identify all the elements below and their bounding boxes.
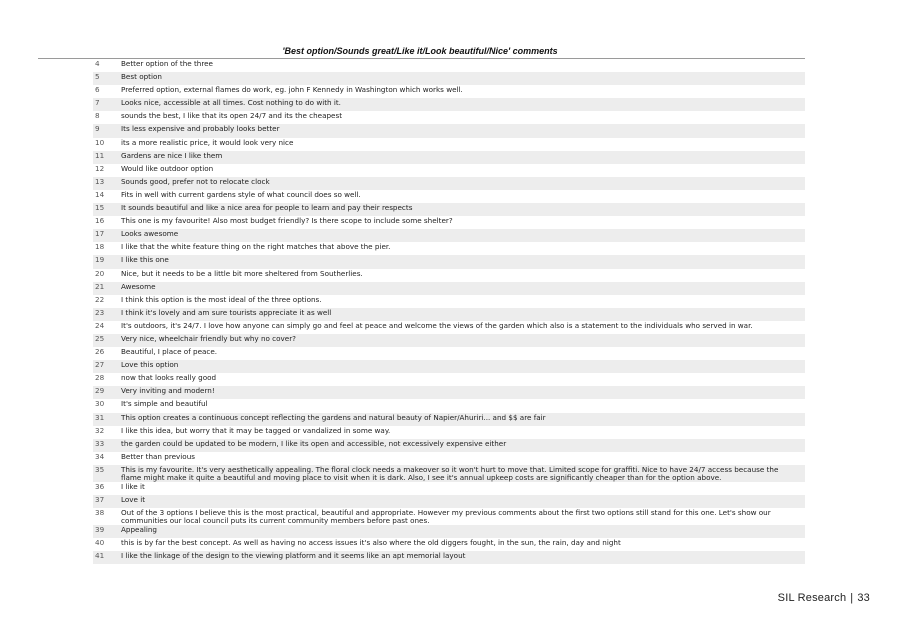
- comment-text: Its less expensive and probably looks better: [121, 124, 280, 134]
- row-number: 35: [95, 464, 105, 474]
- table-row: [93, 426, 805, 439]
- table-row: [93, 85, 805, 98]
- comment-text: sounds the best, I like that its open 24/7 and its the cheapest: [121, 111, 343, 121]
- row-number: 19: [95, 255, 105, 265]
- table-row: [93, 439, 805, 452]
- row-number: 25: [95, 333, 105, 343]
- table-row: [93, 269, 805, 282]
- table-row: [93, 525, 805, 538]
- table-row: [93, 347, 805, 360]
- row-number: 24: [95, 320, 105, 330]
- row-number: 11: [95, 150, 105, 160]
- row-number: 37: [95, 495, 105, 504]
- row-number: 32: [95, 425, 105, 435]
- table-row: [93, 203, 805, 216]
- footer-separator: |: [850, 592, 854, 604]
- table-row: [93, 360, 805, 373]
- comment-text: Very nice, wheelchair friendly but why no cover?: [121, 333, 296, 343]
- comment-text: Out of the 3 options I believe this is the most practical, beautiful and appropriate. However my previous comments about the first two options still stand for this one. Let's show our communities our local council puts its current community members before past ones.: [121, 508, 771, 526]
- comment-text: Sounds good, prefer not to relocate clock: [121, 176, 270, 186]
- comment-text: Best option: [121, 72, 162, 82]
- footer-organization: SIL Research: [777, 592, 847, 604]
- table-row: [93, 216, 805, 229]
- row-number: 26: [95, 347, 105, 357]
- row-number: 10: [95, 137, 105, 147]
- row-number: 12: [95, 163, 105, 173]
- table-row: [93, 255, 805, 268]
- table-title: 'Best option/Sounds great/Like it/Look beautiful/Nice' comments: [282, 46, 558, 56]
- row-number: 29: [95, 386, 105, 396]
- table-row: [93, 164, 805, 177]
- comment-text: I think this option is the most ideal of the three options.: [121, 294, 322, 304]
- comment-text: Looks awesome: [121, 229, 179, 239]
- row-number: 21: [95, 281, 105, 291]
- table-row: [93, 282, 805, 295]
- row-number: 38: [95, 508, 105, 518]
- row-number: 34: [95, 451, 105, 461]
- row-number: 13: [95, 176, 105, 186]
- row-number: 41: [95, 551, 105, 561]
- table-row: [93, 151, 805, 164]
- comment-text: Better than previous: [121, 451, 195, 461]
- row-number: 18: [95, 242, 105, 252]
- comment-text: Nice, but it needs to be a little bit more sheltered from Southerlies.: [121, 268, 363, 278]
- table-row: [93, 373, 805, 386]
- table-row: [93, 482, 805, 495]
- table-row: [93, 321, 805, 334]
- comment-text: I like this idea, but worry that it may be tagged or vandalized in some way.: [121, 425, 391, 435]
- row-number: 5: [95, 72, 100, 82]
- table-row: [93, 452, 805, 465]
- table-row: [93, 295, 805, 308]
- comment-text: Gardens are nice I like them: [121, 150, 223, 160]
- row-number: 30: [95, 399, 105, 409]
- table-row: [93, 495, 805, 508]
- comment-text: It's simple and beautiful: [121, 399, 208, 409]
- comment-text: Would like outdoor option: [121, 163, 214, 173]
- table-row: [93, 72, 805, 85]
- table-row: [93, 98, 805, 111]
- comment-text: its a more realistic price, it would look very nice: [121, 137, 294, 147]
- comment-text: This is my favourite. It's very aesthetically appealing. The floral clock needs a makeover so it won't hurt to move that. Limited scope for graffiti. Nice to have 24/7 access because the flame might make it quite a beautiful and moving place to visit when it is dark. Also, I see it's annual upkeep costs are significantly cheaper than for the option above.: [121, 464, 779, 482]
- row-number: 27: [95, 360, 105, 370]
- table-row: [93, 59, 805, 72]
- row-number: 39: [95, 525, 105, 535]
- comment-text: I like that the white feature thing on the right matches that above the pier.: [121, 242, 391, 252]
- page-footer: [778, 592, 870, 604]
- row-number: 28: [95, 373, 105, 383]
- comment-text: This option creates a continuous concept reflecting the gardens and natural beauty of Napier/Ahuriri... and $$ are fair: [121, 412, 546, 422]
- row-number: 16: [95, 216, 105, 226]
- comment-text: I like this one: [121, 255, 169, 265]
- table-row: [93, 177, 805, 190]
- comment-text: the garden could be updated to be modern, I like its open and accessible, not excessively expensive either: [121, 438, 507, 448]
- comments-table: [93, 59, 805, 564]
- comment-text: It sounds beautiful and like a nice area for people to learn and pay their respects: [121, 203, 413, 213]
- table-row: [93, 111, 805, 124]
- footer-page-number: 33: [857, 592, 870, 604]
- row-number: 36: [95, 481, 105, 491]
- comment-text: I think it's lovely and am sure tourists appreciate it as well: [121, 307, 332, 317]
- row-number: 7: [95, 98, 100, 108]
- table-row: [93, 124, 805, 137]
- row-number: 17: [95, 229, 105, 239]
- table-row: [93, 308, 805, 321]
- row-number: 33: [95, 438, 105, 448]
- row-number: 4: [95, 59, 100, 68]
- comment-text: Looks nice, accessible at all times. Cost nothing to do with it.: [121, 98, 341, 108]
- comment-text: I like the linkage of the design to the viewing platform and it seems like an apt memorial layout: [121, 551, 466, 561]
- comment-text: now that looks really good: [121, 373, 217, 383]
- comment-text: Awesome: [121, 281, 156, 291]
- table-row: [93, 386, 805, 399]
- table-row: [93, 242, 805, 255]
- comment-text: Appealing: [121, 525, 157, 535]
- table-row: [93, 334, 805, 347]
- row-number: 14: [95, 189, 105, 199]
- row-number: 6: [95, 85, 100, 95]
- comment-text: It's outdoors, it's 24/7. I love how anyone can simply go and feel at peace and welcome the views of the garden which also is a statement to the individuals who served in war.: [121, 320, 753, 330]
- row-number: 8: [95, 111, 100, 121]
- table-row: [93, 138, 805, 151]
- table-row: [93, 399, 805, 412]
- row-number: 15: [95, 203, 105, 213]
- table-row: [93, 551, 805, 564]
- table-row: [93, 190, 805, 203]
- comment-text: this is by far the best concept. As well as having no access issues it's also where the old diggers fought, in the sun, the rain, day and night: [121, 538, 621, 548]
- comment-text: Love this option: [121, 360, 179, 370]
- comment-text: Very inviting and modern!: [121, 386, 215, 396]
- table-row: [93, 229, 805, 242]
- comment-text: I like it: [121, 481, 145, 491]
- table-row: [93, 508, 805, 525]
- table-row: [93, 413, 805, 426]
- comment-text: Love it: [121, 495, 146, 504]
- row-number: 23: [95, 307, 105, 317]
- comment-text: Preferred option, external flames do work, eg. john F Kennedy in Washington which works well.: [121, 85, 463, 95]
- comment-text: Fits in well with current gardens style of what council does so well.: [121, 189, 361, 199]
- table-row: [93, 538, 805, 551]
- row-number: 31: [95, 412, 105, 422]
- comment-text: Better option of the three: [121, 59, 213, 68]
- row-number: 22: [95, 294, 105, 304]
- table-row: [93, 465, 805, 482]
- row-number: 20: [95, 268, 105, 278]
- comment-text: This one is my favourite! Also most budget friendly? Is there scope to include some shelter?: [121, 216, 453, 226]
- comment-text: Beautiful, I place of peace.: [121, 347, 218, 357]
- row-number: 9: [95, 124, 100, 134]
- row-number: 40: [95, 538, 105, 548]
